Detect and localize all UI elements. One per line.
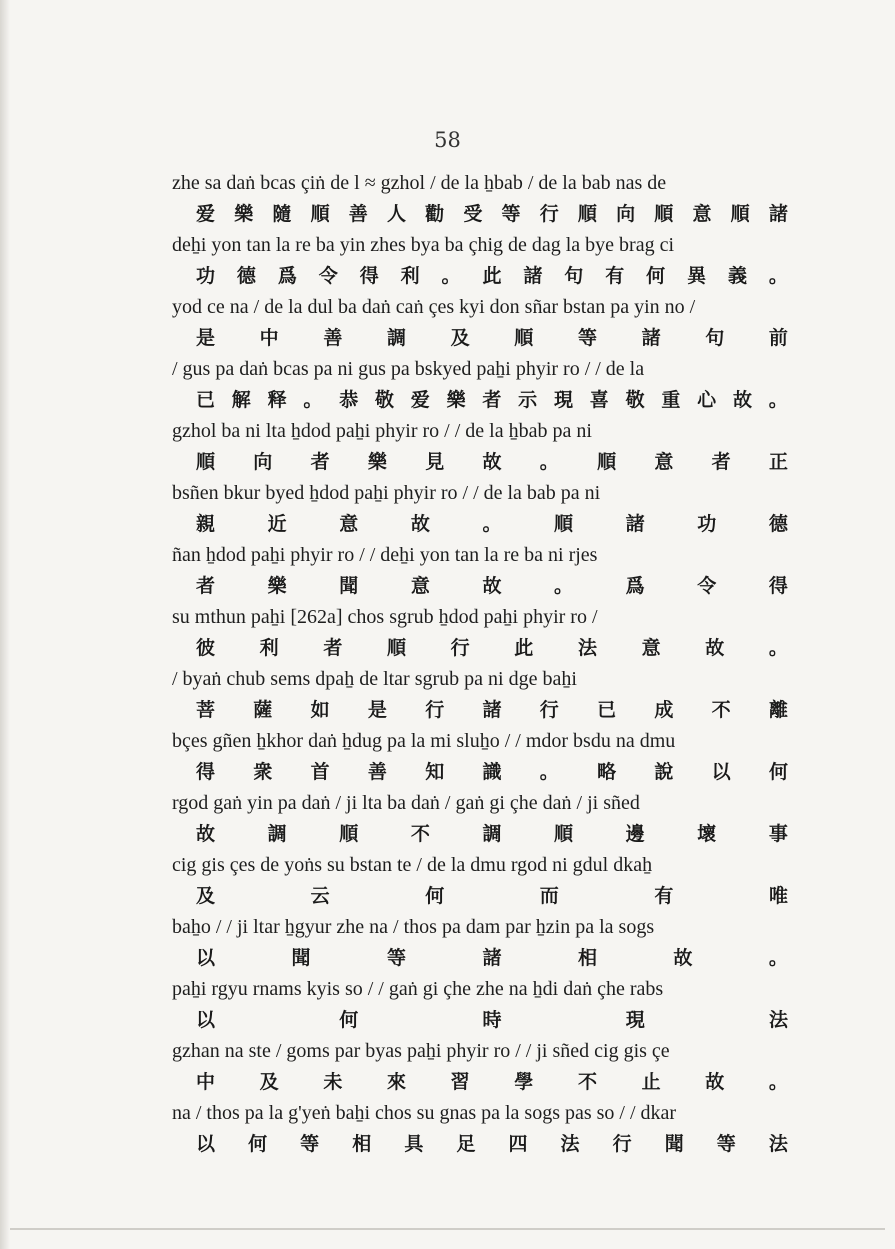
- chinese-character: 順: [554, 513, 574, 535]
- chinese-character: 故: [673, 947, 693, 969]
- chinese-character: 喜: [589, 389, 609, 411]
- chinese-character: 。: [768, 265, 788, 287]
- chinese-character: 不: [711, 699, 731, 721]
- chinese-character: 已: [196, 389, 216, 411]
- chinese-character: 而: [539, 885, 559, 907]
- chinese-character: 意: [654, 451, 674, 473]
- chinese-character: 親: [196, 513, 216, 535]
- chinese-character: 何: [768, 761, 788, 783]
- chinese-character: 不: [577, 1071, 597, 1093]
- chinese-character: 邊: [625, 823, 645, 845]
- chinese-character: 前: [768, 327, 788, 349]
- chinese-character: 得: [359, 265, 379, 287]
- chinese-character: 何: [248, 1133, 268, 1155]
- chinese-character: 此: [482, 265, 502, 287]
- tibetan-transliteration-line: na / thos pa la g'yeṅ baẖi chos su gnas pa la sogs pas so / / dkar: [172, 1102, 677, 1124]
- chinese-character: 故: [732, 389, 752, 411]
- chinese-translation-line: [172, 819, 812, 850]
- page-number: 58: [434, 128, 461, 152]
- chinese-character: 法: [768, 1009, 788, 1031]
- chinese-character: 唯: [768, 885, 788, 907]
- chinese-character: 及: [196, 885, 216, 907]
- chinese-character: 故: [705, 1071, 725, 1093]
- tibetan-transliteration-line: deẖi yon tan la re ba yin zhes bya ba çhig de dag la bye brag ci: [172, 234, 675, 256]
- chinese-character: 以: [711, 761, 731, 783]
- chinese-character: 故: [705, 637, 725, 659]
- chinese-character: 行: [450, 637, 470, 659]
- chinese-character: 令: [318, 265, 338, 287]
- chinese-character: 爲: [625, 575, 645, 597]
- tibetan-transliteration-line: rgod gaṅ yin pa daṅ / ji lta ba daṅ / gaṅ gi çhe daṅ / ji sñed: [172, 792, 640, 814]
- chinese-character: 順: [654, 203, 674, 225]
- chinese-character: 正: [768, 451, 788, 473]
- chinese-character: 句: [705, 327, 725, 349]
- tibetan-transliteration-line: zhe sa daṅ bcas çiṅ de l ≈ gzhol / de la ẖbab / de la bab nas de: [172, 172, 667, 194]
- chinese-character: 利: [400, 265, 420, 287]
- chinese-translation-line: [172, 447, 812, 478]
- chinese-character: 等: [501, 203, 521, 225]
- chinese-character: 故: [482, 451, 502, 473]
- chinese-character: 令: [697, 575, 717, 597]
- chinese-character: 者: [323, 637, 343, 659]
- chinese-character: 時: [482, 1009, 502, 1031]
- chinese-character: 爲: [277, 265, 297, 287]
- chinese-character: 善: [323, 327, 343, 349]
- chinese-character: 調: [482, 823, 502, 845]
- chinese-character: 者: [482, 389, 502, 411]
- chinese-character: 得: [768, 575, 788, 597]
- chinese-character: 足: [456, 1133, 476, 1155]
- chinese-character: 隨: [272, 203, 292, 225]
- tibetan-transliteration-line: bsñen bkur byed ẖdod paẖi phyir ro / / de la bab pa ni: [172, 482, 601, 504]
- chinese-character: 意: [339, 513, 359, 535]
- chinese-character: 以: [196, 947, 216, 969]
- chinese-character: 恭: [339, 389, 359, 411]
- chinese-character: 是: [367, 699, 387, 721]
- chinese-character: 行: [425, 699, 445, 721]
- chinese-translation-line: [172, 323, 812, 354]
- chinese-character: 故: [196, 823, 216, 845]
- chinese-character: 等: [716, 1133, 736, 1155]
- chinese-character: 勸: [425, 203, 445, 225]
- chinese-character: 諸: [768, 203, 788, 225]
- chinese-character: 敬: [625, 389, 645, 411]
- chinese-character: 爱: [410, 389, 430, 411]
- chinese-character: 樂: [446, 389, 466, 411]
- chinese-character: 意: [692, 203, 712, 225]
- chinese-character: 止: [641, 1071, 661, 1093]
- chinese-translation-line: [172, 509, 812, 540]
- chinese-character: 此: [514, 637, 534, 659]
- chinese-character: 聞: [664, 1133, 684, 1155]
- chinese-character: 者: [310, 451, 330, 473]
- chinese-character: 。: [539, 761, 559, 783]
- chinese-character: 學: [514, 1071, 534, 1093]
- chinese-character: 善: [367, 761, 387, 783]
- chinese-character: 何: [339, 1009, 359, 1031]
- chinese-character: 法: [768, 1133, 788, 1155]
- chinese-character: 諸: [641, 327, 661, 349]
- chinese-character: 諸: [523, 265, 543, 287]
- chinese-character: 功: [697, 513, 717, 535]
- chinese-character: 何: [646, 265, 666, 287]
- chinese-character: 。: [441, 265, 461, 287]
- chinese-translation-line: [172, 695, 812, 726]
- chinese-character: 向: [616, 203, 636, 225]
- tibetan-transliteration-line: gzhan na ste / goms par byas paẖi phyir ro / / ji sñed cig gis çe: [172, 1040, 670, 1062]
- chinese-character: 故: [410, 513, 430, 535]
- chinese-translation-line: [172, 385, 812, 416]
- chinese-translation-line: [172, 1067, 812, 1098]
- tibetan-transliteration-line: paẖi rgyu rnams kyis so / / gaṅ gi çhe zhe na ẖdi daṅ çhe rabs: [172, 978, 664, 1000]
- chinese-character: 行: [539, 203, 559, 225]
- chinese-character: 。: [768, 637, 788, 659]
- chinese-character: 異: [687, 265, 707, 287]
- chinese-character: 敬: [374, 389, 394, 411]
- chinese-character: 識: [482, 761, 502, 783]
- chinese-translation-line: [172, 881, 812, 912]
- chinese-character: 。: [768, 389, 788, 411]
- chinese-character: 德: [236, 265, 256, 287]
- chinese-character: 意: [410, 575, 430, 597]
- chinese-character: 現: [553, 389, 573, 411]
- chinese-character: 行: [539, 699, 559, 721]
- chinese-character: 衆: [253, 761, 273, 783]
- chinese-translation-line: [172, 199, 812, 230]
- chinese-character: 释: [267, 389, 287, 411]
- chinese-character: 。: [303, 389, 323, 411]
- chinese-character: 意: [641, 637, 661, 659]
- chinese-character: 有: [654, 885, 674, 907]
- chinese-character: 順: [339, 823, 359, 845]
- chinese-character: 相: [577, 947, 597, 969]
- chinese-character: 調: [386, 327, 406, 349]
- chinese-character: 。: [554, 575, 574, 597]
- chinese-character: 說: [654, 761, 674, 783]
- chinese-character: 。: [768, 1071, 788, 1093]
- chinese-character: 得: [196, 761, 216, 783]
- chinese-character: 順: [196, 451, 216, 473]
- chinese-character: 重: [661, 389, 681, 411]
- chinese-character: 見: [425, 451, 445, 473]
- chinese-character: 彼: [196, 637, 216, 659]
- tibetan-transliteration-line: baẖo / / ji ltar ẖgyur zhe na / thos pa dam par ẖzin pa la sogs: [172, 916, 655, 938]
- chinese-character: 示: [518, 389, 538, 411]
- chinese-character: 習: [450, 1071, 470, 1093]
- chinese-character: 善: [348, 203, 368, 225]
- tibetan-transliteration-line: cig gis çes de yoṅs su bstan te / de la dmu rgod ni gdul dkaẖ: [172, 854, 653, 876]
- chinese-character: 順: [514, 327, 534, 349]
- chinese-character: 具: [404, 1133, 424, 1155]
- chinese-translation-line: [172, 571, 812, 602]
- chinese-character: 諸: [625, 513, 645, 535]
- page-bottom-rule: [10, 1228, 885, 1230]
- chinese-character: 順: [597, 451, 617, 473]
- chinese-character: 等: [386, 947, 406, 969]
- chinese-character: 心: [697, 389, 717, 411]
- tibetan-transliteration-line: bçes gñen ẖkhor daṅ ẖdug pa la mi sluẖo / / mdor bsdu na dmu: [172, 730, 676, 752]
- chinese-character: 行: [612, 1133, 632, 1155]
- chinese-character: 順: [310, 203, 330, 225]
- chinese-character: 利: [259, 637, 279, 659]
- chinese-character: 故: [482, 575, 502, 597]
- chinese-character: 中: [259, 327, 279, 349]
- tibetan-transliteration-line: ñan ẖdod paẖi phyir ro / / deẖi yon tan la re ba ni rjes: [172, 544, 598, 566]
- chinese-character: 事: [768, 823, 788, 845]
- chinese-character: 者: [196, 575, 216, 597]
- chinese-character: 云: [310, 885, 330, 907]
- chinese-translation-line: [172, 1005, 812, 1036]
- chinese-character: 壞: [697, 823, 717, 845]
- chinese-character: 不: [410, 823, 430, 845]
- chinese-character: 現: [625, 1009, 645, 1031]
- chinese-character: 來: [386, 1071, 406, 1093]
- chinese-character: 首: [310, 761, 330, 783]
- chinese-character: 功: [196, 265, 216, 287]
- chinese-character: 離: [768, 699, 788, 721]
- chinese-character: 調: [267, 823, 287, 845]
- chinese-character: 者: [711, 451, 731, 473]
- chinese-character: 樂: [267, 575, 287, 597]
- chinese-character: 。: [482, 513, 502, 535]
- chinese-character: 以: [196, 1009, 216, 1031]
- chinese-character: 義: [727, 265, 747, 287]
- chinese-character: 等: [577, 327, 597, 349]
- chinese-character: 及: [259, 1071, 279, 1093]
- chinese-character: 順: [730, 203, 750, 225]
- chinese-character: 成: [654, 699, 674, 721]
- tibetan-transliteration-line: yod ce na / de la dul ba daṅ caṅ çes kyi don sñar bstan pa yin no /: [172, 296, 696, 318]
- chinese-translation-line: [172, 943, 812, 974]
- chinese-character: 句: [564, 265, 584, 287]
- chinese-character: 中: [196, 1071, 216, 1093]
- chinese-character: 順: [386, 637, 406, 659]
- chinese-character: 菩: [196, 699, 216, 721]
- tibetan-transliteration-line: gzhol ba ni lta ẖdod paẖi phyir ro / / de la ẖbab pa ni: [172, 420, 592, 442]
- chinese-character: 聞: [291, 947, 311, 969]
- chinese-character: 等: [300, 1133, 320, 1155]
- bilingual-text-block: [172, 168, 812, 1160]
- page-edge-shadow: [0, 0, 10, 1249]
- chinese-character: 人: [386, 203, 406, 225]
- chinese-character: 法: [560, 1133, 580, 1155]
- chinese-character: 未: [323, 1071, 343, 1093]
- chinese-character: 樂: [367, 451, 387, 473]
- chinese-translation-line: [172, 757, 812, 788]
- chinese-translation-line: [172, 1129, 812, 1160]
- chinese-character: 樂: [234, 203, 254, 225]
- chinese-character: 。: [768, 947, 788, 969]
- chinese-character: 有: [605, 265, 625, 287]
- chinese-character: 法: [577, 637, 597, 659]
- chinese-character: 聞: [339, 575, 359, 597]
- chinese-character: 向: [253, 451, 273, 473]
- chinese-character: 諸: [482, 699, 502, 721]
- chinese-character: 薩: [253, 699, 273, 721]
- chinese-character: 解: [231, 389, 251, 411]
- chinese-character: 略: [597, 761, 617, 783]
- chinese-character: 。: [539, 451, 559, 473]
- chinese-character: 近: [267, 513, 287, 535]
- chinese-character: 諸: [482, 947, 502, 969]
- chinese-character: 是: [196, 327, 216, 349]
- chinese-character: 如: [310, 699, 330, 721]
- chinese-character: 順: [554, 823, 574, 845]
- chinese-character: 及: [450, 327, 470, 349]
- chinese-character: 受: [463, 203, 483, 225]
- chinese-character: 爱: [196, 203, 216, 225]
- chinese-character: 何: [425, 885, 445, 907]
- chinese-character: 德: [768, 513, 788, 535]
- chinese-character: 知: [425, 761, 445, 783]
- chinese-character: 以: [196, 1133, 216, 1155]
- tibetan-transliteration-line: su mthun paẖi [262a] chos sgrub ẖdod paẖi phyir ro /: [172, 606, 598, 628]
- tibetan-transliteration-line: / gus pa daṅ bcas pa ni gus pa bskyed paẖi phyir ro / / de la: [172, 358, 645, 380]
- tibetan-transliteration-line: / byaṅ chub sems dpaẖ de ltar sgrub pa ni dge baẖi: [172, 668, 577, 690]
- chinese-character: 四: [508, 1133, 528, 1155]
- chinese-translation-line: [172, 261, 812, 292]
- chinese-translation-line: [172, 633, 812, 664]
- chinese-character: 相: [352, 1133, 372, 1155]
- chinese-character: 順: [577, 203, 597, 225]
- chinese-character: 已: [597, 699, 617, 721]
